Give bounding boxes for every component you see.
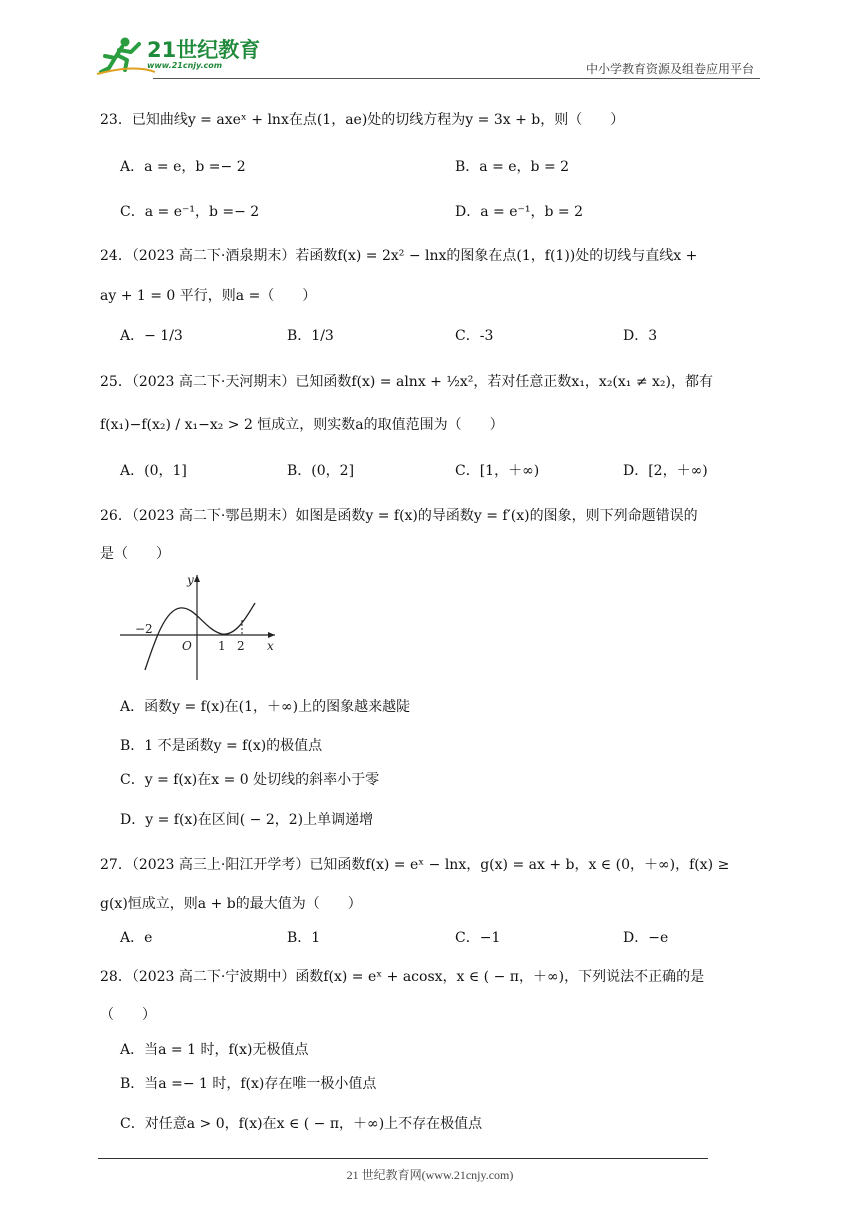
derivative-curve	[145, 603, 255, 670]
x-axis-arrow-icon	[268, 632, 275, 638]
q23-option-a: A．a = e，b =− 2	[120, 159, 246, 175]
q24-stem-line1: 24．（2023 高二下·酒泉期末）若函数f(x) = 2x² − lnx的图象在点(1，f(1))处的切线与直线x +	[100, 248, 698, 264]
q27-option-c: C．−1	[455, 930, 501, 946]
q24-option-c: C．-3	[455, 328, 494, 344]
q25-stem-line2: f(x₁)−f(x₂) / x₁−x₂ > 2 恒成立，则实数a的取值范围为（ ）	[100, 417, 504, 433]
q26-option-d: D．y = f(x)在区间( − 2，2)上单调递增	[120, 812, 374, 828]
page-header	[95, 30, 760, 80]
q27-option-b: B．1	[287, 930, 321, 946]
q25-stem-line1: 25．（2023 高二下·天河期末）已知函数f(x) = alnx + ½x²，若对任意正数x₁，x₂(x₁ ≠ x₂)，都有	[100, 374, 714, 390]
q26-option-c: C．y = f(x)在x = 0 处切线的斜率小于零	[120, 772, 380, 788]
q28-stem-line2: （ ）	[100, 1007, 156, 1023]
q27-stem-line1: 27．（2023 高三上·阳江开学考）已知函数f(x) = eˣ − lnx，g(x) = ax + b，x ∈ (0，＋∞)，f(x) ≥	[100, 857, 730, 873]
q23-option-d: D．a = e⁻¹，b = 2	[455, 204, 583, 220]
q25-option-d: D．[2，＋∞)	[623, 463, 708, 479]
footer-divider	[98, 1158, 708, 1159]
tick-label-1: 1	[218, 639, 226, 653]
q23-option-b: B．a = e，b = 2	[455, 159, 570, 175]
q23-option-c: C．a = e⁻¹，b =− 2	[120, 204, 260, 220]
tick-label-2: 2	[237, 639, 245, 653]
origin-label: O	[182, 639, 192, 653]
q28-option-b: B．当a =− 1 时，f(x)存在唯一极小值点	[120, 1076, 377, 1092]
platform-title: 中小学教育资源及组卷应用平台	[585, 62, 754, 76]
q27-option-a: A．e	[120, 930, 153, 946]
q26-stem-line2: 是（ ）	[100, 546, 170, 562]
footer-text: 21 世纪教育网(www.21cnjy.com)	[346, 1168, 514, 1182]
x-axis-label: x	[267, 639, 274, 653]
q27-option-d: D．−e	[623, 930, 669, 946]
derivative-graph-figure	[115, 570, 290, 685]
q27-stem-line2: g(x)恒成立，则a + b的最大值为（ ）	[100, 896, 362, 912]
y-axis-label: y	[187, 573, 194, 587]
q28-option-a: A．当a = 1 时，f(x)无极值点	[120, 1042, 309, 1058]
q23-stem: 23．已知曲线y = axeˣ + lnx在点(1，ae)处的切线方程为y = 3x + b，则（ ）	[100, 112, 625, 128]
logo-text: 21世纪教育	[147, 38, 261, 62]
y-axis-arrow-icon	[194, 575, 200, 582]
q25-option-a: A．(0，1]	[120, 463, 187, 479]
q25-option-b: B．(0，2]	[287, 463, 355, 479]
q25-option-c: C．[1，＋∞)	[455, 463, 540, 479]
tick-label-neg2: −2	[135, 622, 153, 636]
q24-option-d: D．3	[623, 328, 658, 344]
q28-stem-line1: 28．（2023 高二下·宁波期中）函数f(x) = eˣ + acosx，x ∈ ( − π，＋∞)，下列说法不正确的是	[100, 969, 705, 985]
q26-option-b: B．1 不是函数y = f(x)的极值点	[120, 738, 323, 754]
header-divider	[153, 78, 760, 79]
q28-option-c: C．对任意a > 0，f(x)在x ∈ ( − π，＋∞)上不存在极值点	[120, 1116, 483, 1132]
q24-stem-line2: ay + 1 = 0 平行，则a =（ ）	[100, 288, 317, 304]
q24-option-b: B．1/3	[287, 328, 334, 344]
q26-stem-line1: 26．（2023 高二下·鄂邑期末）如图是函数y = f(x)的导函数y = f′(x)的图象，则下列命题错误的	[100, 508, 698, 524]
logo-url: www.21cnjy.com	[147, 61, 223, 70]
q24-option-a: A．− 1/3	[120, 328, 183, 344]
q26-option-a: A．函数y = f(x)在(1，＋∞)上的图象越来越陡	[120, 699, 411, 715]
